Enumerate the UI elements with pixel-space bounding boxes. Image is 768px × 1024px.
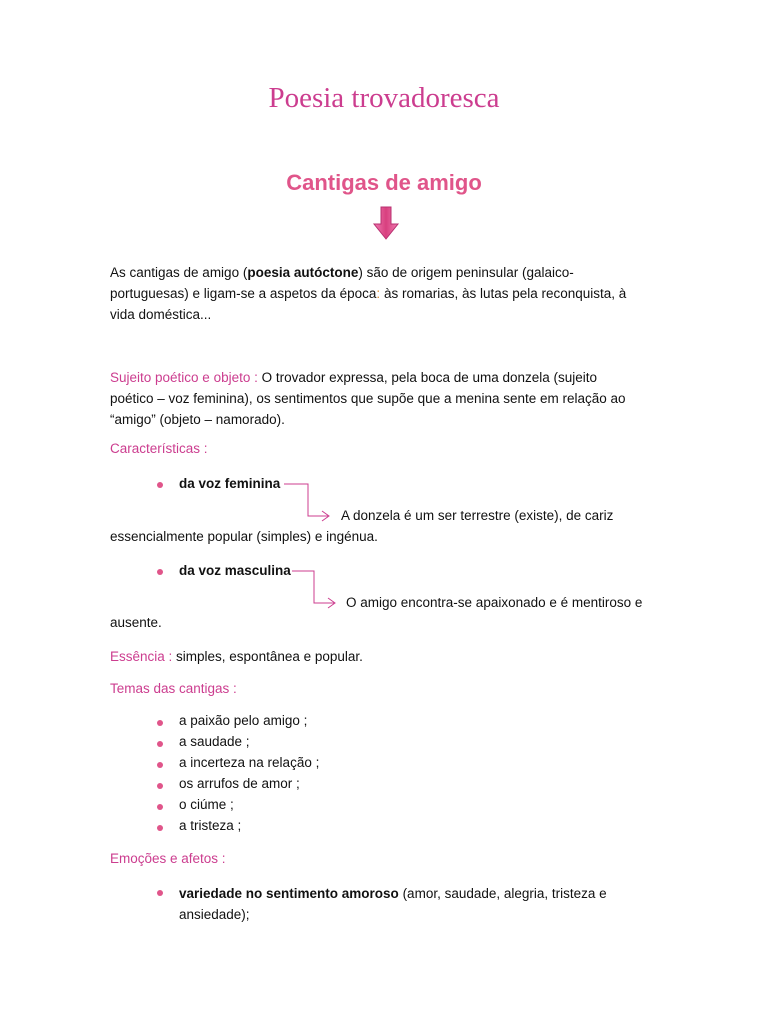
intro-colon: : [376,286,381,301]
sujeito-line-1 [110,367,670,388]
emocoes-item [179,883,649,925]
list-item [150,818,450,839]
emocoes-bold: variedade no sentimento amoroso [179,886,399,901]
masculina-desc-2: ausente. [110,615,162,630]
intro-paragraph [110,262,660,325]
intro-line-1 [110,262,660,283]
down-arrow-icon [372,206,400,240]
feminina-desc-1: A donzela é um ser terrestre (existe), de cariz [341,508,614,523]
bullet-icon [157,825,163,831]
emocoes-text: (amor, saudade, alegria, tristeza e [398,886,607,901]
list-item [150,776,450,797]
essencia-label: Essência : [110,649,173,664]
temas-list [150,713,450,839]
list-item [150,797,450,818]
intro-text: às romarias, às lutas pela reconquista, à [380,286,627,301]
list-item [150,755,450,776]
intro-line-2 [110,283,660,304]
tema-text: a paixão pelo amigo ; [179,713,308,728]
sujeito-line-2: poético – voz feminina), os sentimentos que supõe que a menina sente em relação ao [110,391,626,406]
list-item [150,713,450,734]
sujeito-label: Sujeito poético e objeto : [110,370,258,385]
caracteristica-masculina: da voz masculina [179,563,291,578]
caracteristica-feminina: da voz feminina [179,476,281,491]
section-subtitle: Cantigas de amigo [286,170,482,195]
bullet-icon [157,762,163,768]
connector-arrow-icon [282,478,332,522]
emocoes-heading: Emoções e afetos : [110,851,226,866]
sujeito-line-3: “amigo” (objeto – namorado). [110,412,285,427]
bullet-icon [157,783,163,789]
tema-text: o ciúme ; [179,797,234,812]
tema-text: a incerteza na relação ; [179,755,320,770]
temas-heading: Temas das cantigas : [110,681,237,696]
bullet-icon [157,569,163,575]
intro-text: portuguesas) e ligam-se a aspetos da época [110,286,377,301]
intro-text: As cantigas de amigo ( [110,265,248,280]
essencia-text: simples, espontânea e popular. [172,649,363,664]
tema-text: os arrufos de amor ; [179,776,300,791]
bullet-icon [157,482,163,488]
bullet-icon [157,890,163,896]
page-title: Poesia trovadoresca [268,82,500,114]
bullet-icon [157,741,163,747]
caracteristicas-heading: Características : [110,441,208,456]
intro-text: ) são de origem peninsular (galaico- [358,265,574,280]
bullet-icon [157,804,163,810]
emocoes-line-2: ansiedade); [179,907,250,922]
masculina-desc-1: O amigo encontra-se apaixonado e é mentiroso e [346,595,643,610]
list-item [150,734,450,755]
intro-line-3: vida doméstica... [110,307,212,322]
sujeito-text: O trovador expressa, pela boca de uma donzela (sujeito [257,370,598,385]
essencia-line [110,649,363,664]
feminina-desc-2: essencialmente popular (simples) e ingénua. [110,529,378,544]
sujeito-paragraph [110,367,670,430]
bullet-icon [157,720,163,726]
tema-text: a tristeza ; [179,818,242,833]
emocoes-line-1 [179,883,649,904]
tema-text: a saudade ; [179,734,250,749]
intro-bold: poesia autóctone [247,265,359,280]
connector-arrow-icon [290,565,340,609]
